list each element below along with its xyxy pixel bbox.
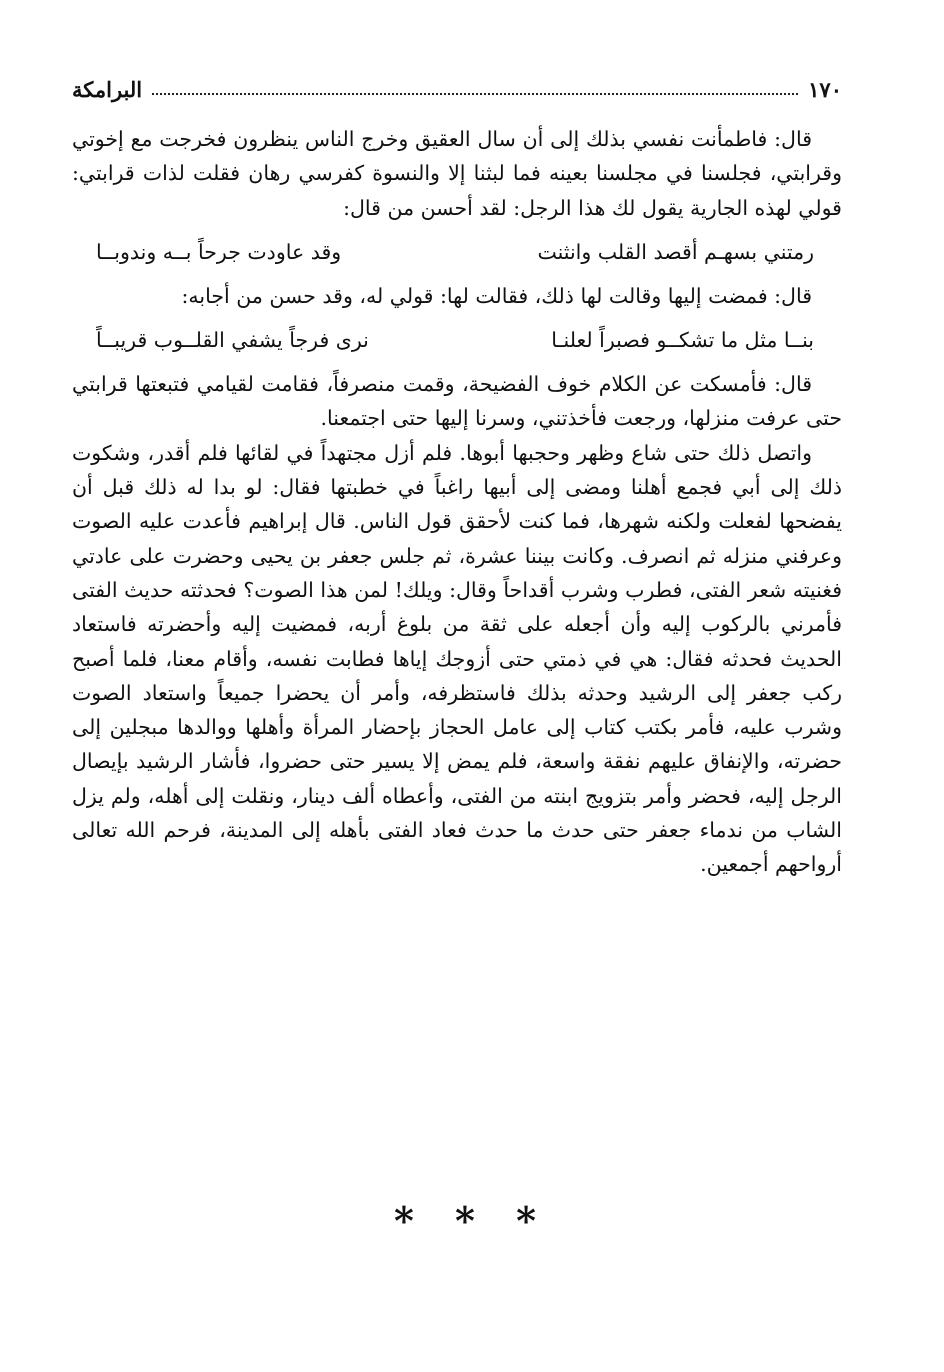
- body-text: [72, 122, 842, 882]
- header-dotted-leader: [152, 93, 798, 95]
- paragraph-2: قال: فمضت إليها وقالت لها ذلك، فقالت لها: قولي له، وقد حسن من أجابه:: [181, 283, 812, 308]
- page-header: [72, 66, 842, 102]
- paragraph-4: واتصل ذلك حتى شاع وظهر وحجبها أبوها. فلم أزل مجتهداً في لقائها فلم أقدر، وشكوت ذلك إلى أبي فجمع أهلنا ومضى إلى أبيها راغباً في خطبتها فقال: لو بدا له ذلك قبل أن يفضحها لفعلت ولكنه شهرها، فما كنت لأحقق قول الناس. قال إبراهيم فأعدت عليه الصوت وعرفني منزله ثم انصرف. وكانت بيننا عشرة، ثم جلس جعفر بن يحيى وحضرت على عادتي فغنيته شعر الفتى، فطرب وشرب أقداحاً وقال: ويلك! لمن هذا الصوت؟ فحدثته حديث الفتى فأمرني بالركوب إليه وأن أجعله على ثقة من بلوغ أربه، فمضيت إليه وأحضرته فاستعاد الحديث فحدثه فقال: هي في ذمتي حتى أزوجك إياها فطابت نفسه، وأقام معنا، فلما أصبح ركب جعفر إلى الرشيد وحدثه بذلك فاستظرفه، وأمر أن يحضرا جميعاً واستعاد الصوت وشرب عليه، فأمر بكتب كتاب إلى عامل الحجاز بإحضار المرأة وأهلها ووالدها مبجلين إلى حضرته، والإنفاق عليهم نفقة واسعة، فلم يمض إلا يسير حتى حضروا، فأشار الرشيد بإيصال الرجل إليه، فحضر وأمر بتزويج ابنته من الفتى، وأعطاه ألف دينار، ونقلت إلى أهله، ولم يزل الشاب من ندماء جعفر حتى حدث ما حدث فعاد الفتى بأهله إلى المدينة، فرحم الله تعالى أرواحهم أجمعين.: [72, 440, 842, 877]
- page-number: ١٧٠: [808, 77, 842, 102]
- verse-2-first-hemistich: بنــا مثل ما تشكــو فصبراً لعلنـا: [551, 328, 814, 353]
- verse-1-second-hemistich: وقد عاودت جرحاً بــه وندوبــا: [96, 239, 342, 264]
- paragraph-1: قال: فاطمأنت نفسي بذلك إلى أن سال العقيق وخرج الناس ينظرون فخرجت مع إخوتي وقرابتي، فجلسنا في مجلسنا بعينه فما لبثنا إلا والنسوة كفرسي رهان فقلت لذات قرابتي: قولي لهذه الجارية يقول لك هذا الرجل: لقد أحسن من قال:: [72, 127, 842, 220]
- verse-1: [72, 225, 842, 279]
- verse-2: [72, 313, 842, 367]
- section-separator: * * *: [393, 1198, 551, 1243]
- paragraph-3: قال: فأمسكت عن الكلام خوف الفضيحة، وقمت منصرفاً، فقامت لقيامي فتبعتها قرابتي حتى عرفت منزلها، ورجعت فأخذتني، وسرنا إليها حتى اجتمعنا.: [72, 372, 842, 431]
- running-title: البرامكة: [72, 77, 143, 102]
- verse-2-second-hemistich: نرى فرجاً يشفي القلــوب قريبــاً: [96, 328, 369, 353]
- verse-1-first-hemistich: رمتني بسهـم أقصد القلب وانثنت: [537, 239, 814, 264]
